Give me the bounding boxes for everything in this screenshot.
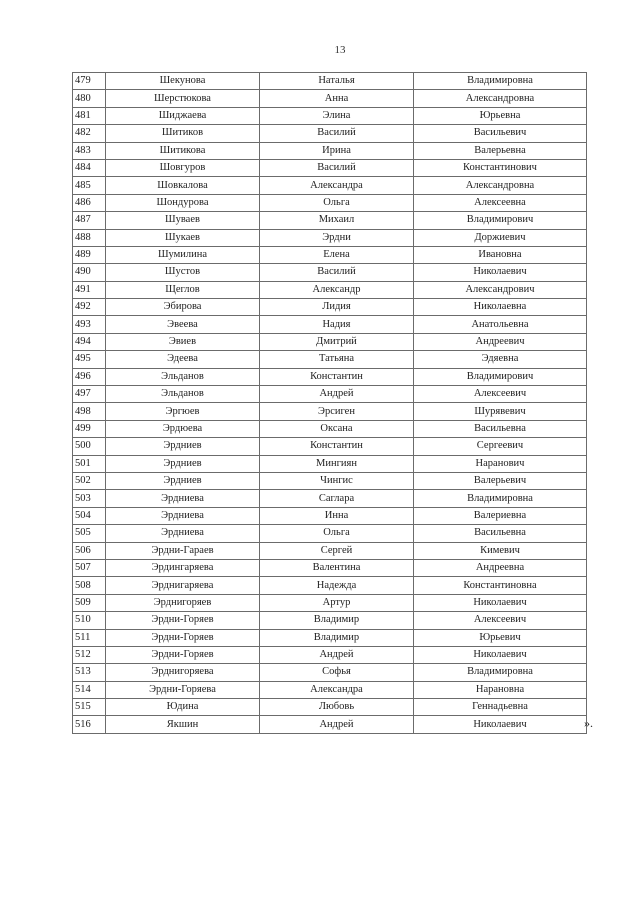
table-row [73, 107, 587, 124]
first-name-cell: Наталья [260, 73, 414, 90]
last-name-cell: Эрдни-Горяева [106, 681, 260, 698]
last-name-cell: Шукаев [106, 229, 260, 246]
last-name-cell: Шекунова [106, 73, 260, 90]
row-number-cell: 487 [73, 212, 106, 229]
first-name-cell: Любовь [260, 699, 414, 716]
last-name-cell: Шовкалова [106, 177, 260, 194]
table-row [73, 177, 587, 194]
first-name-cell: Софья [260, 664, 414, 681]
patronymic-cell: Доржиевич [414, 229, 587, 246]
patronymic-cell: Валерьевич [414, 472, 587, 489]
table-row [73, 420, 587, 437]
patronymic-cell: Валерьевна [414, 142, 587, 159]
table-row [73, 142, 587, 159]
last-name-cell: Эльданов [106, 386, 260, 403]
first-name-cell: Татьяна [260, 351, 414, 368]
patronymic-cell: Николаевич [414, 594, 587, 611]
row-number-cell: 494 [73, 333, 106, 350]
patronymic-cell: Сергеевич [414, 438, 587, 455]
last-name-cell: Шитиков [106, 125, 260, 142]
patronymic-cell: Константиновна [414, 577, 587, 594]
row-number-cell: 495 [73, 351, 106, 368]
table-row [73, 525, 587, 542]
first-name-cell: Константин [260, 368, 414, 385]
last-name-cell: Эрдниев [106, 438, 260, 455]
table-row [73, 229, 587, 246]
table-row [73, 386, 587, 403]
table-row [73, 281, 587, 298]
patronymic-cell: Николаевич [414, 646, 587, 663]
first-name-cell: Валентина [260, 559, 414, 576]
row-number-cell: 483 [73, 142, 106, 159]
last-name-cell: Шовгуров [106, 159, 260, 176]
last-name-cell: Эрдниева [106, 525, 260, 542]
table-row [73, 699, 587, 716]
row-number-cell: 514 [73, 681, 106, 698]
row-number-cell: 491 [73, 281, 106, 298]
last-name-cell: Эрдниев [106, 472, 260, 489]
table-row [73, 438, 587, 455]
patronymic-cell: Юрьевич [414, 629, 587, 646]
last-name-cell: Эрдни-Горяев [106, 646, 260, 663]
first-name-cell: Артур [260, 594, 414, 611]
last-name-cell: Шондурова [106, 194, 260, 211]
table-row [73, 507, 587, 524]
patronymic-cell: Николаевич [414, 264, 587, 281]
first-name-cell: Ирина [260, 142, 414, 159]
first-name-cell: Инна [260, 507, 414, 524]
first-name-cell: Александр [260, 281, 414, 298]
patronymic-cell: Александровна [414, 90, 587, 107]
last-name-cell: Шуваев [106, 212, 260, 229]
last-name-cell: Щеглов [106, 281, 260, 298]
last-name-cell: Шерстюкова [106, 90, 260, 107]
row-number-cell: 488 [73, 229, 106, 246]
row-number-cell: 501 [73, 455, 106, 472]
row-number-cell: 480 [73, 90, 106, 107]
last-name-cell: Эрдни-Горяев [106, 629, 260, 646]
last-name-cell: Эрднигаряева [106, 577, 260, 594]
last-name-cell: Эрдниев [106, 455, 260, 472]
table-row [73, 125, 587, 142]
row-number-cell: 507 [73, 559, 106, 576]
table-row [73, 403, 587, 420]
row-number-cell: 515 [73, 699, 106, 716]
first-name-cell: Ольга [260, 194, 414, 211]
row-number-cell: 500 [73, 438, 106, 455]
row-number-cell: 489 [73, 246, 106, 263]
patronymic-cell: Владимирович [414, 368, 587, 385]
last-name-cell: Шустов [106, 264, 260, 281]
row-number-cell: 496 [73, 368, 106, 385]
table-row [73, 472, 587, 489]
roster-table [72, 72, 587, 734]
table-row [73, 368, 587, 385]
first-name-cell: Эрдни [260, 229, 414, 246]
first-name-cell: Дмитрий [260, 333, 414, 350]
table-row [73, 681, 587, 698]
row-number-cell: 497 [73, 386, 106, 403]
row-number-cell: 484 [73, 159, 106, 176]
patronymic-cell: Васильевна [414, 525, 587, 542]
first-name-cell: Мингиян [260, 455, 414, 472]
first-name-cell: Ольга [260, 525, 414, 542]
last-name-cell: Эвеева [106, 316, 260, 333]
first-name-cell: Андрей [260, 646, 414, 663]
table-row [73, 664, 587, 681]
first-name-cell: Андрей [260, 716, 414, 733]
patronymic-cell: Кимевич [414, 542, 587, 559]
table-row [73, 629, 587, 646]
row-number-cell: 513 [73, 664, 106, 681]
patronymic-cell: Владимировна [414, 664, 587, 681]
first-name-cell: Василий [260, 159, 414, 176]
patronymic-cell: Нарановна [414, 681, 587, 698]
table-row [73, 577, 587, 594]
last-name-cell: Шумилина [106, 246, 260, 263]
row-number-cell: 486 [73, 194, 106, 211]
first-name-cell: Лидия [260, 299, 414, 316]
first-name-cell: Михаил [260, 212, 414, 229]
last-name-cell: Эльданов [106, 368, 260, 385]
first-name-cell: Чингис [260, 472, 414, 489]
row-number-cell: 499 [73, 420, 106, 437]
table-row [73, 246, 587, 263]
patronymic-cell: Васильевна [414, 420, 587, 437]
patronymic-cell: Константинович [414, 159, 587, 176]
row-number-cell: 481 [73, 107, 106, 124]
patronymic-cell: Геннадьевна [414, 699, 587, 716]
first-name-cell: Оксана [260, 420, 414, 437]
first-name-cell: Андрей [260, 386, 414, 403]
row-number-cell: 490 [73, 264, 106, 281]
last-name-cell: Шиджаева [106, 107, 260, 124]
row-number-cell: 508 [73, 577, 106, 594]
last-name-cell: Эрднигоряев [106, 594, 260, 611]
row-number-cell: 493 [73, 316, 106, 333]
patronymic-cell: Александрович [414, 281, 587, 298]
table-row [73, 212, 587, 229]
table-row [73, 159, 587, 176]
row-number-cell: 504 [73, 507, 106, 524]
last-name-cell: Эдеева [106, 351, 260, 368]
table-row [73, 455, 587, 472]
row-number-cell: 506 [73, 542, 106, 559]
table-row [73, 559, 587, 576]
first-name-cell: Константин [260, 438, 414, 455]
last-name-cell: Эрднигоряева [106, 664, 260, 681]
patronymic-cell: Николаевич [414, 716, 587, 733]
row-number-cell: 511 [73, 629, 106, 646]
table-row [73, 542, 587, 559]
table-row [73, 194, 587, 211]
first-name-cell: Надежда [260, 577, 414, 594]
page-number: 13 [334, 44, 346, 56]
patronymic-cell: Юрьевна [414, 107, 587, 124]
row-number-cell: 498 [73, 403, 106, 420]
table-row [73, 90, 587, 107]
first-name-cell: Владимир [260, 629, 414, 646]
last-name-cell: Эргюев [106, 403, 260, 420]
table-row [73, 594, 587, 611]
first-name-cell: Анна [260, 90, 414, 107]
last-name-cell: Эрдюева [106, 420, 260, 437]
last-name-cell: Эрдниева [106, 490, 260, 507]
patronymic-cell: Андреевна [414, 559, 587, 576]
row-number-cell: 512 [73, 646, 106, 663]
table-row [73, 351, 587, 368]
row-number-cell: 485 [73, 177, 106, 194]
last-name-cell: Эбирова [106, 299, 260, 316]
patronymic-cell: Анатольевна [414, 316, 587, 333]
first-name-cell: Василий [260, 125, 414, 142]
roster-table-body [73, 73, 587, 734]
row-number-cell: 503 [73, 490, 106, 507]
last-name-cell: Эрдни-Гараев [106, 542, 260, 559]
patronymic-cell: Ивановна [414, 246, 587, 263]
table-row [73, 264, 587, 281]
last-name-cell: Эрдингаряева [106, 559, 260, 576]
patronymic-cell: Александровна [414, 177, 587, 194]
first-name-cell: Надия [260, 316, 414, 333]
first-name-cell: Элина [260, 107, 414, 124]
patronymic-cell: Валериевна [414, 507, 587, 524]
table-row [73, 646, 587, 663]
row-number-cell: 510 [73, 612, 106, 629]
row-number-cell: 505 [73, 525, 106, 542]
patronymic-cell: Эдяевна [414, 351, 587, 368]
table-row [73, 316, 587, 333]
first-name-cell: Александра [260, 681, 414, 698]
table-row [73, 716, 587, 733]
row-number-cell: 479 [73, 73, 106, 90]
row-number-cell: 492 [73, 299, 106, 316]
first-name-cell: Эрсиген [260, 403, 414, 420]
first-name-cell: Владимир [260, 612, 414, 629]
first-name-cell: Александра [260, 177, 414, 194]
row-number-cell: 482 [73, 125, 106, 142]
patronymic-cell: Владимировна [414, 490, 587, 507]
patronymic-cell: Шурявевич [414, 403, 587, 420]
last-name-cell: Эрдниева [106, 507, 260, 524]
last-name-cell: Эвиев [106, 333, 260, 350]
patronymic-cell: Алексеевич [414, 386, 587, 403]
first-name-cell: Елена [260, 246, 414, 263]
table-row [73, 299, 587, 316]
patronymic-cell: Васильевич [414, 125, 587, 142]
patronymic-cell: Андреевич [414, 333, 587, 350]
patronymic-cell: Алексеевна [414, 194, 587, 211]
table-row [73, 490, 587, 507]
last-name-cell: Юдина [106, 699, 260, 716]
row-number-cell: 502 [73, 472, 106, 489]
first-name-cell: Василий [260, 264, 414, 281]
closing-quote-mark: ». [584, 716, 593, 730]
row-number-cell: 509 [73, 594, 106, 611]
patronymic-cell: Наранович [414, 455, 587, 472]
last-name-cell: Якшин [106, 716, 260, 733]
table-row [73, 333, 587, 350]
patronymic-cell: Николаевна [414, 299, 587, 316]
table-row [73, 612, 587, 629]
first-name-cell: Сергей [260, 542, 414, 559]
first-name-cell: Саглара [260, 490, 414, 507]
patronymic-cell: Владимировна [414, 73, 587, 90]
table-row [73, 73, 587, 90]
row-number-cell: 516 [73, 716, 106, 733]
patronymic-cell: Владимирович [414, 212, 587, 229]
last-name-cell: Шитикова [106, 142, 260, 159]
patronymic-cell: Алексеевич [414, 612, 587, 629]
last-name-cell: Эрдни-Горяев [106, 612, 260, 629]
